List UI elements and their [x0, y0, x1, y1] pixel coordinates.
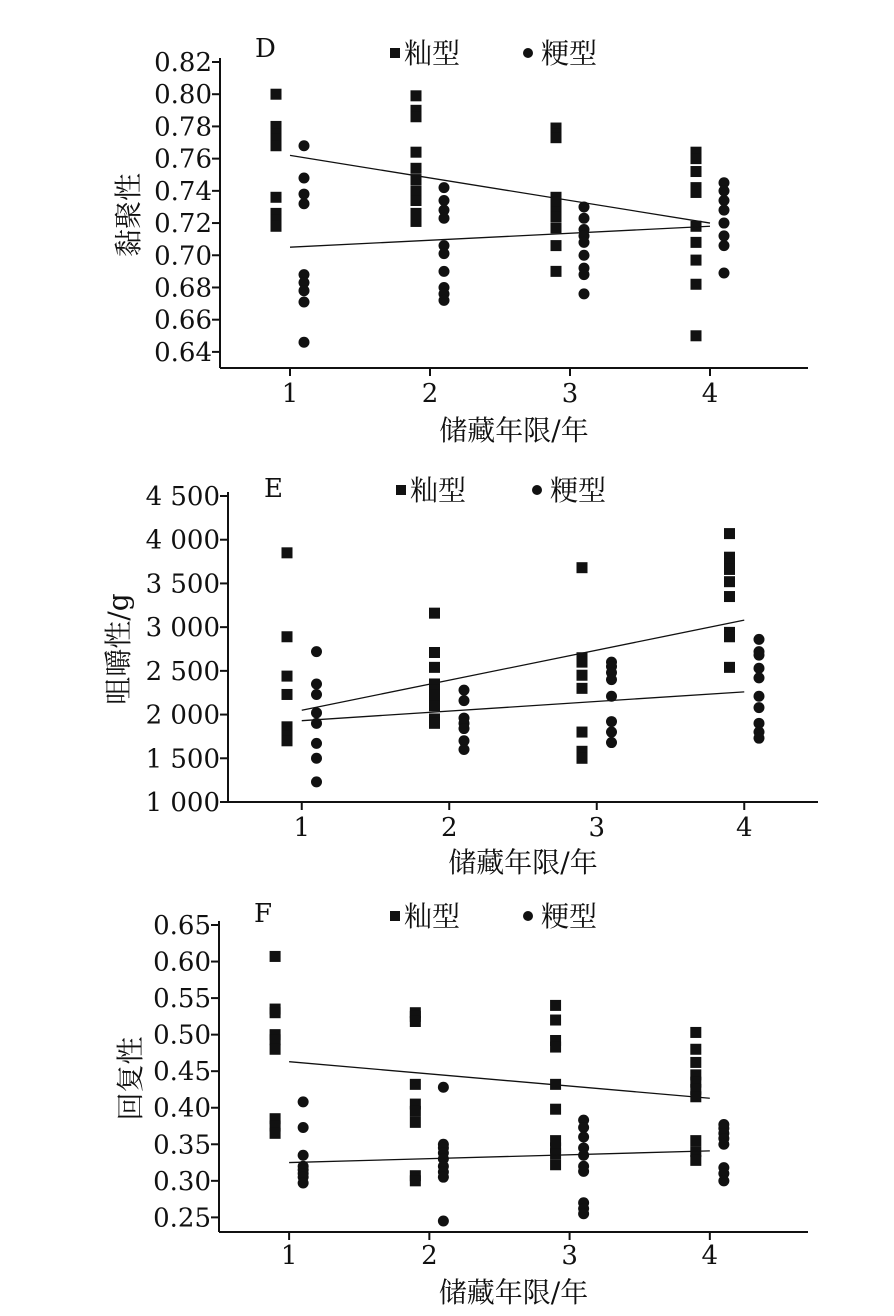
data-point-square: [271, 89, 282, 100]
y-tick-label: 0.78: [154, 112, 212, 143]
data-point-square: [577, 562, 588, 573]
data-point-circle: [311, 753, 322, 764]
y-tick-label: 1 500: [145, 744, 220, 775]
data-point-circle: [459, 744, 470, 755]
data-point-square: [691, 255, 702, 266]
y-tick-label: 0.25: [153, 1203, 211, 1234]
data-point-square: [551, 132, 562, 143]
trend-line: [290, 226, 710, 247]
data-point-circle: [459, 685, 470, 696]
data-point-square: [577, 727, 588, 738]
panel-letter: E: [264, 474, 283, 504]
data-point-circle: [459, 723, 470, 734]
y-tick-label: 3 000: [145, 613, 220, 644]
y-tick-label: 0.76: [154, 144, 212, 175]
legend: [396, 474, 606, 507]
x-tick-label: 2: [440, 813, 458, 843]
data-point-circle: [718, 1139, 729, 1150]
y-tick-label: 0.45: [153, 1057, 211, 1088]
data-point-circle: [439, 213, 450, 224]
data-point-square: [690, 1044, 701, 1055]
data-point-square: [551, 266, 562, 277]
x-tick-label: 1: [280, 1241, 298, 1271]
y-tick-label: 0.30: [153, 1166, 211, 1197]
data-point-square: [270, 1128, 281, 1139]
data-point-square: [271, 192, 282, 203]
x-axis-title: 储藏年限/年: [438, 1276, 589, 1309]
data-point-square: [550, 1079, 561, 1090]
legend-circle-icon: [523, 911, 533, 921]
data-point-circle: [311, 646, 322, 657]
data-point-square: [724, 631, 735, 642]
panel-letter: D: [255, 34, 276, 64]
data-point-square: [429, 700, 440, 711]
data-point-circle: [298, 1178, 309, 1189]
data-point-square: [724, 576, 735, 587]
data-point-circle: [606, 737, 617, 748]
data-point-circle: [299, 189, 310, 200]
data-point-square: [429, 608, 440, 619]
data-point-square: [282, 689, 293, 700]
legend-square-icon: [390, 911, 400, 921]
data-point-circle: [754, 650, 765, 661]
data-point-square: [724, 564, 735, 575]
data-point-square: [282, 631, 293, 642]
x-tick-label: 4: [735, 813, 753, 843]
data-point-square: [410, 1079, 421, 1090]
data-point-square: [271, 140, 282, 151]
data-point-square: [550, 1042, 561, 1053]
data-point-circle: [578, 1208, 589, 1219]
data-point-square: [690, 1155, 701, 1166]
data-point-circle: [719, 195, 730, 206]
legend-square-icon: [396, 485, 406, 495]
data-point-circle: [606, 716, 617, 727]
data-point-circle: [439, 295, 450, 306]
data-point-square: [577, 657, 588, 668]
trend-line: [290, 155, 710, 223]
data-point-square: [270, 1044, 281, 1055]
data-point-circle: [719, 240, 730, 251]
data-point-circle: [311, 707, 322, 718]
y-tick-label: 2 000: [145, 700, 220, 731]
series-japonica: [289, 1082, 729, 1227]
data-point-square: [690, 1135, 701, 1146]
legend-label-indica: 籼型: [410, 474, 467, 507]
x-axis-title: 储藏年限/年: [448, 846, 598, 879]
data-point-square: [690, 1057, 701, 1068]
data-point-square: [691, 279, 702, 290]
data-point-square: [724, 591, 735, 602]
data-point-circle: [439, 266, 450, 277]
data-point-circle: [719, 185, 730, 196]
data-point-square: [429, 718, 440, 729]
data-point-circle: [439, 182, 450, 193]
data-point-circle: [459, 695, 470, 706]
legend-label-indica: 籼型: [404, 37, 461, 70]
data-point-square: [270, 951, 281, 962]
data-point-circle: [578, 1150, 589, 1161]
data-point-circle: [579, 213, 590, 224]
data-point-square: [690, 1091, 701, 1102]
legend-label-japonica: 粳型: [541, 900, 598, 933]
data-point-circle: [754, 733, 765, 744]
y-axis-title: 黏聚性: [112, 172, 145, 258]
data-point-circle: [579, 250, 590, 261]
data-point-circle: [754, 672, 765, 683]
data-point-square: [691, 187, 702, 198]
data-point-square: [550, 1000, 561, 1011]
x-tick-label: 2: [421, 379, 439, 409]
data-point-circle: [299, 337, 310, 348]
y-axis-title: 咀嚼性/g: [102, 593, 135, 705]
data-point-circle: [299, 285, 310, 296]
data-point-circle: [606, 691, 617, 702]
data-point-square: [724, 528, 735, 539]
data-point-square: [690, 1027, 701, 1038]
data-point-circle: [606, 674, 617, 685]
data-point-square: [270, 1034, 281, 1045]
data-point-circle: [578, 1122, 589, 1133]
data-point-circle: [719, 218, 730, 229]
data-point-square: [577, 753, 588, 764]
data-point-square: [691, 237, 702, 248]
data-point-square: [271, 221, 282, 232]
data-point-circle: [299, 198, 310, 209]
data-point-circle: [754, 663, 765, 674]
data-point-square: [691, 153, 702, 164]
x-tick-label: 4: [701, 1241, 719, 1271]
y-tick-label: 0.72: [154, 209, 212, 240]
data-point-square: [551, 222, 562, 233]
data-point-circle: [754, 691, 765, 702]
data-point-square: [410, 1016, 421, 1027]
data-point-square: [282, 671, 293, 682]
y-tick-label: 0.35: [153, 1130, 211, 1161]
y-tick-label: 0.68: [154, 273, 212, 304]
data-point-square: [411, 147, 422, 158]
data-point-square: [410, 1117, 421, 1128]
data-point-circle: [299, 296, 310, 307]
x-axis-title: 储藏年限/年: [439, 414, 589, 447]
data-point-circle: [579, 288, 590, 299]
data-point-square: [411, 185, 422, 196]
data-point-circle: [719, 267, 730, 278]
data-point-square: [577, 683, 588, 694]
data-point-square: [411, 174, 422, 185]
data-point-circle: [578, 1131, 589, 1142]
data-point-circle: [439, 195, 450, 206]
y-tick-label: 4 500: [145, 482, 220, 512]
y-tick-label: 0.66: [154, 305, 212, 336]
y-tick-label: 0.82: [154, 48, 212, 78]
y-tick-label: 0.70: [154, 241, 212, 272]
data-point-square: [411, 195, 422, 206]
data-point-square: [282, 547, 293, 558]
x-tick-label: 1: [293, 813, 311, 843]
data-point-square: [550, 1159, 561, 1170]
legend: [390, 37, 597, 70]
legend-label-japonica: 粳型: [541, 37, 598, 70]
series-indica: [282, 528, 745, 764]
legend-square-icon: [390, 48, 400, 58]
data-point-circle: [754, 634, 765, 645]
trend-line: [289, 1151, 710, 1163]
legend: [390, 900, 597, 933]
trend-line: [289, 1062, 710, 1099]
x-tick-label: 4: [701, 379, 719, 409]
x-tick-label: 2: [421, 1241, 438, 1271]
data-point-circle: [438, 1216, 449, 1227]
y-tick-label: 4 000: [145, 525, 220, 556]
data-point-square: [550, 1104, 561, 1115]
data-point-circle: [719, 205, 730, 216]
legend-label-japonica: 粳型: [550, 474, 607, 507]
x-tick-label: 3: [588, 813, 606, 843]
y-tick-label: 0.80: [154, 80, 212, 111]
y-tick-label: 0.60: [153, 947, 211, 978]
x-tick-label: 3: [561, 379, 579, 409]
series-japonica: [290, 140, 730, 347]
y-axis-title: 回复性: [114, 1036, 147, 1121]
panel-e: [102, 474, 818, 879]
data-point-square: [550, 1015, 561, 1026]
y-tick-label: 0.55: [153, 984, 211, 1015]
data-point-circle: [311, 678, 322, 689]
data-point-square: [410, 1175, 421, 1186]
data-point-square: [429, 662, 440, 673]
data-point-square: [282, 735, 293, 746]
data-point-circle: [299, 172, 310, 183]
data-point-square: [551, 240, 562, 251]
x-tick-label: 1: [281, 379, 299, 409]
data-point-circle: [754, 702, 765, 713]
data-point-square: [410, 1106, 421, 1117]
data-point-circle: [311, 689, 322, 700]
data-point-square: [429, 690, 440, 701]
y-tick-label: 3 500: [145, 569, 220, 600]
panel-letter: F: [254, 899, 273, 929]
data-point-circle: [579, 237, 590, 248]
data-point-square: [550, 1148, 561, 1159]
data-point-circle: [719, 230, 730, 241]
data-point-square: [551, 197, 562, 208]
y-tick-label: 2 500: [145, 656, 220, 687]
data-point-square: [411, 163, 422, 174]
y-tick-label: 0.74: [154, 176, 212, 207]
series-indica: [270, 951, 710, 1186]
data-point-circle: [298, 1150, 309, 1161]
data-point-circle: [311, 776, 322, 787]
series-japonica: [302, 634, 765, 788]
data-point-square: [551, 211, 562, 222]
data-point-square: [411, 216, 422, 227]
data-point-circle: [311, 718, 322, 729]
y-tick-label: 0.65: [153, 911, 211, 941]
y-tick-label: 0.50: [153, 1020, 211, 1051]
data-point-circle: [298, 1096, 309, 1107]
x-tick-label: 3: [561, 1241, 578, 1271]
data-point-circle: [299, 140, 310, 151]
data-point-square: [270, 1007, 281, 1018]
data-point-square: [691, 330, 702, 341]
legend-label-indica: 籼型: [404, 900, 461, 933]
data-point-circle: [439, 248, 450, 259]
data-point-square: [724, 662, 735, 673]
data-point-square: [411, 111, 422, 122]
data-point-square: [577, 670, 588, 681]
data-point-circle: [298, 1122, 309, 1133]
data-point-circle: [311, 738, 322, 749]
data-point-circle: [579, 269, 590, 280]
panel-d: [112, 34, 808, 447]
data-point-circle: [438, 1082, 449, 1093]
series-indica: [271, 89, 711, 342]
y-tick-label: 1 000: [145, 788, 220, 818]
y-tick-label: 0.64: [154, 337, 212, 368]
data-point-circle: [579, 201, 590, 212]
legend-circle-icon: [532, 485, 542, 495]
data-point-square: [691, 166, 702, 177]
data-point-square: [411, 90, 422, 101]
data-point-square: [429, 647, 440, 658]
y-tick-label: 0.40: [153, 1093, 211, 1124]
data-point-circle: [606, 727, 617, 738]
data-point-circle: [718, 1175, 729, 1186]
panel-f: [114, 899, 808, 1309]
legend-circle-icon: [523, 48, 533, 58]
data-point-circle: [578, 1166, 589, 1177]
data-point-circle: [438, 1172, 449, 1183]
